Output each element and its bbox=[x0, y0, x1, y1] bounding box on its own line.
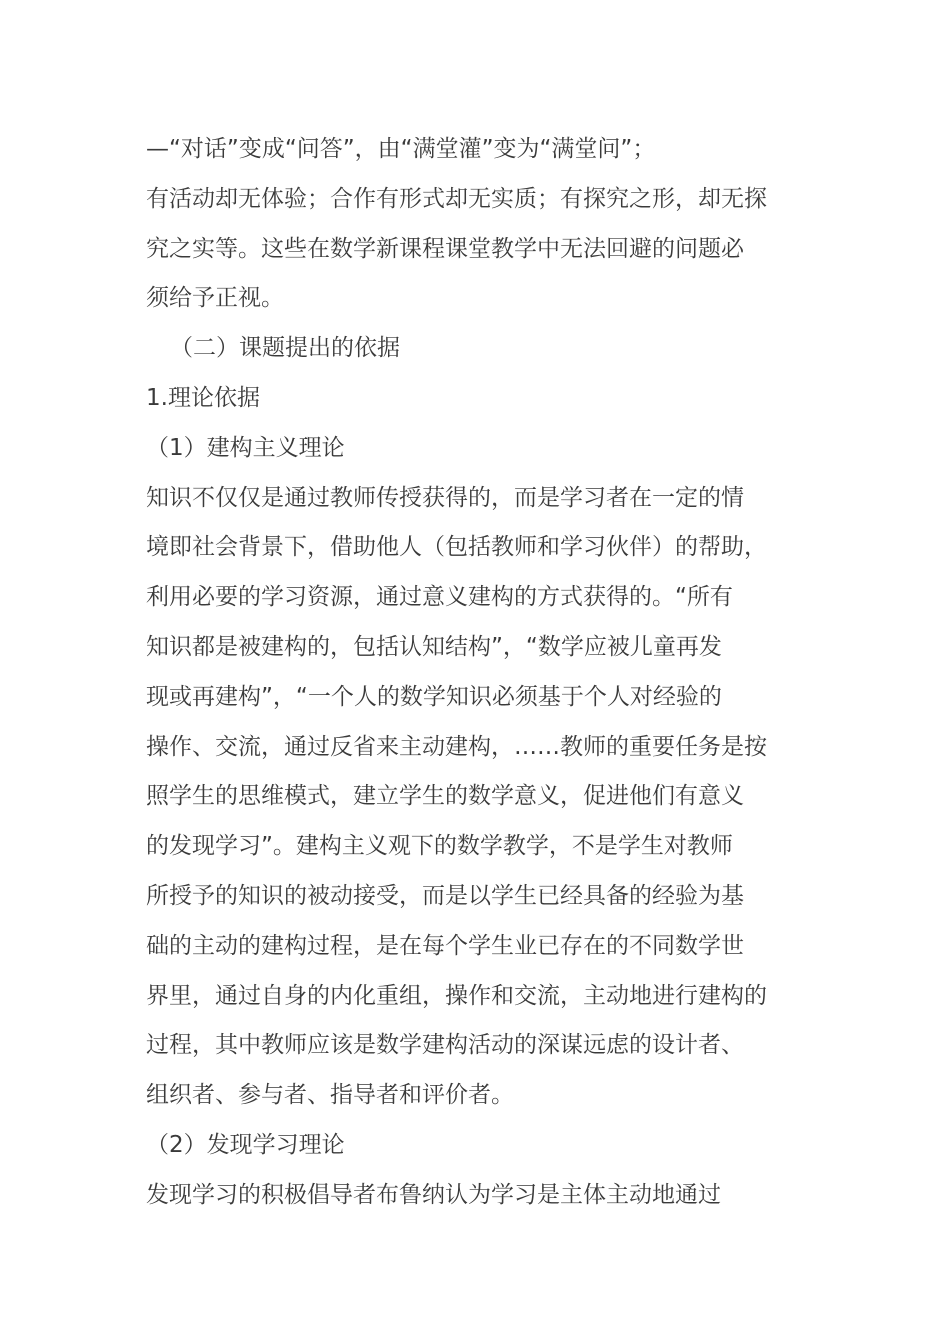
paragraph-line: 过程，其中教师应该是数学建构活动的深谋远虑的设计者、 bbox=[146, 1032, 744, 1059]
document-page bbox=[146, 125, 810, 1221]
subsubsection-heading: （2）发现学习理论 bbox=[146, 1131, 345, 1158]
paragraph-line: 究之实等。这些在数学新课程课堂教学中无法回避的问题必 bbox=[146, 235, 744, 262]
paragraph-line: 的发现学习”。建构主义观下的数学教学，不是学生对教师 bbox=[146, 833, 733, 860]
paragraph-line: 界里，通过自身的内化重组，操作和交流，主动地进行建构的 bbox=[146, 982, 767, 1009]
paragraph-line: 照学生的思维模式，建立学生的数学意义，促进他们有意义 bbox=[146, 783, 744, 810]
paragraph-line: 知识都是被建构的，包括认知结构”，“数学应被儿童再发 bbox=[146, 633, 722, 660]
subsubsection-heading: （1）建构主义理论 bbox=[146, 434, 345, 461]
paragraph-line: 础的主动的建构过程，是在每个学生业已存在的不同数学世 bbox=[146, 932, 744, 959]
paragraph-line: 现或再建构”，“一个人的数学知识必须基于个人对经验的 bbox=[146, 683, 722, 710]
paragraph-line: 组织者、参与者、指导者和评价者。 bbox=[146, 1082, 514, 1109]
paragraph-line: 所授予的知识的被动接受，而是以学生已经具备的经验为基 bbox=[146, 882, 744, 909]
paragraph-line: 发现学习的积极倡导者布鲁纳认为学习是主体主动地通过 bbox=[146, 1181, 721, 1208]
paragraph-line: 有活动却无体验；合作有形式却无实质；有探究之形，却无探 bbox=[146, 185, 767, 212]
paragraph-line: 境即社会背景下，借助他人（包括教师和学习伙伴）的帮助， bbox=[146, 534, 767, 561]
paragraph-line: 利用必要的学习资源，通过意义建构的方式获得的。“所有 bbox=[146, 584, 733, 611]
section-heading: （二）课题提出的依据 bbox=[170, 335, 400, 362]
paragraph-line: 须给予正视。 bbox=[146, 285, 284, 312]
paragraph-line: 操作、交流，通过反省来主动建构，……教师的重要任务是按 bbox=[146, 733, 767, 760]
paragraph-line: 知识不仅仅是通过教师传授获得的，而是学习者在一定的情 bbox=[146, 484, 744, 511]
subsection-heading: 1.理论依据 bbox=[146, 384, 260, 411]
paragraph-line: —“对话”变成“问答”，由“满堂灌”变为“满堂问”； bbox=[146, 136, 656, 162]
